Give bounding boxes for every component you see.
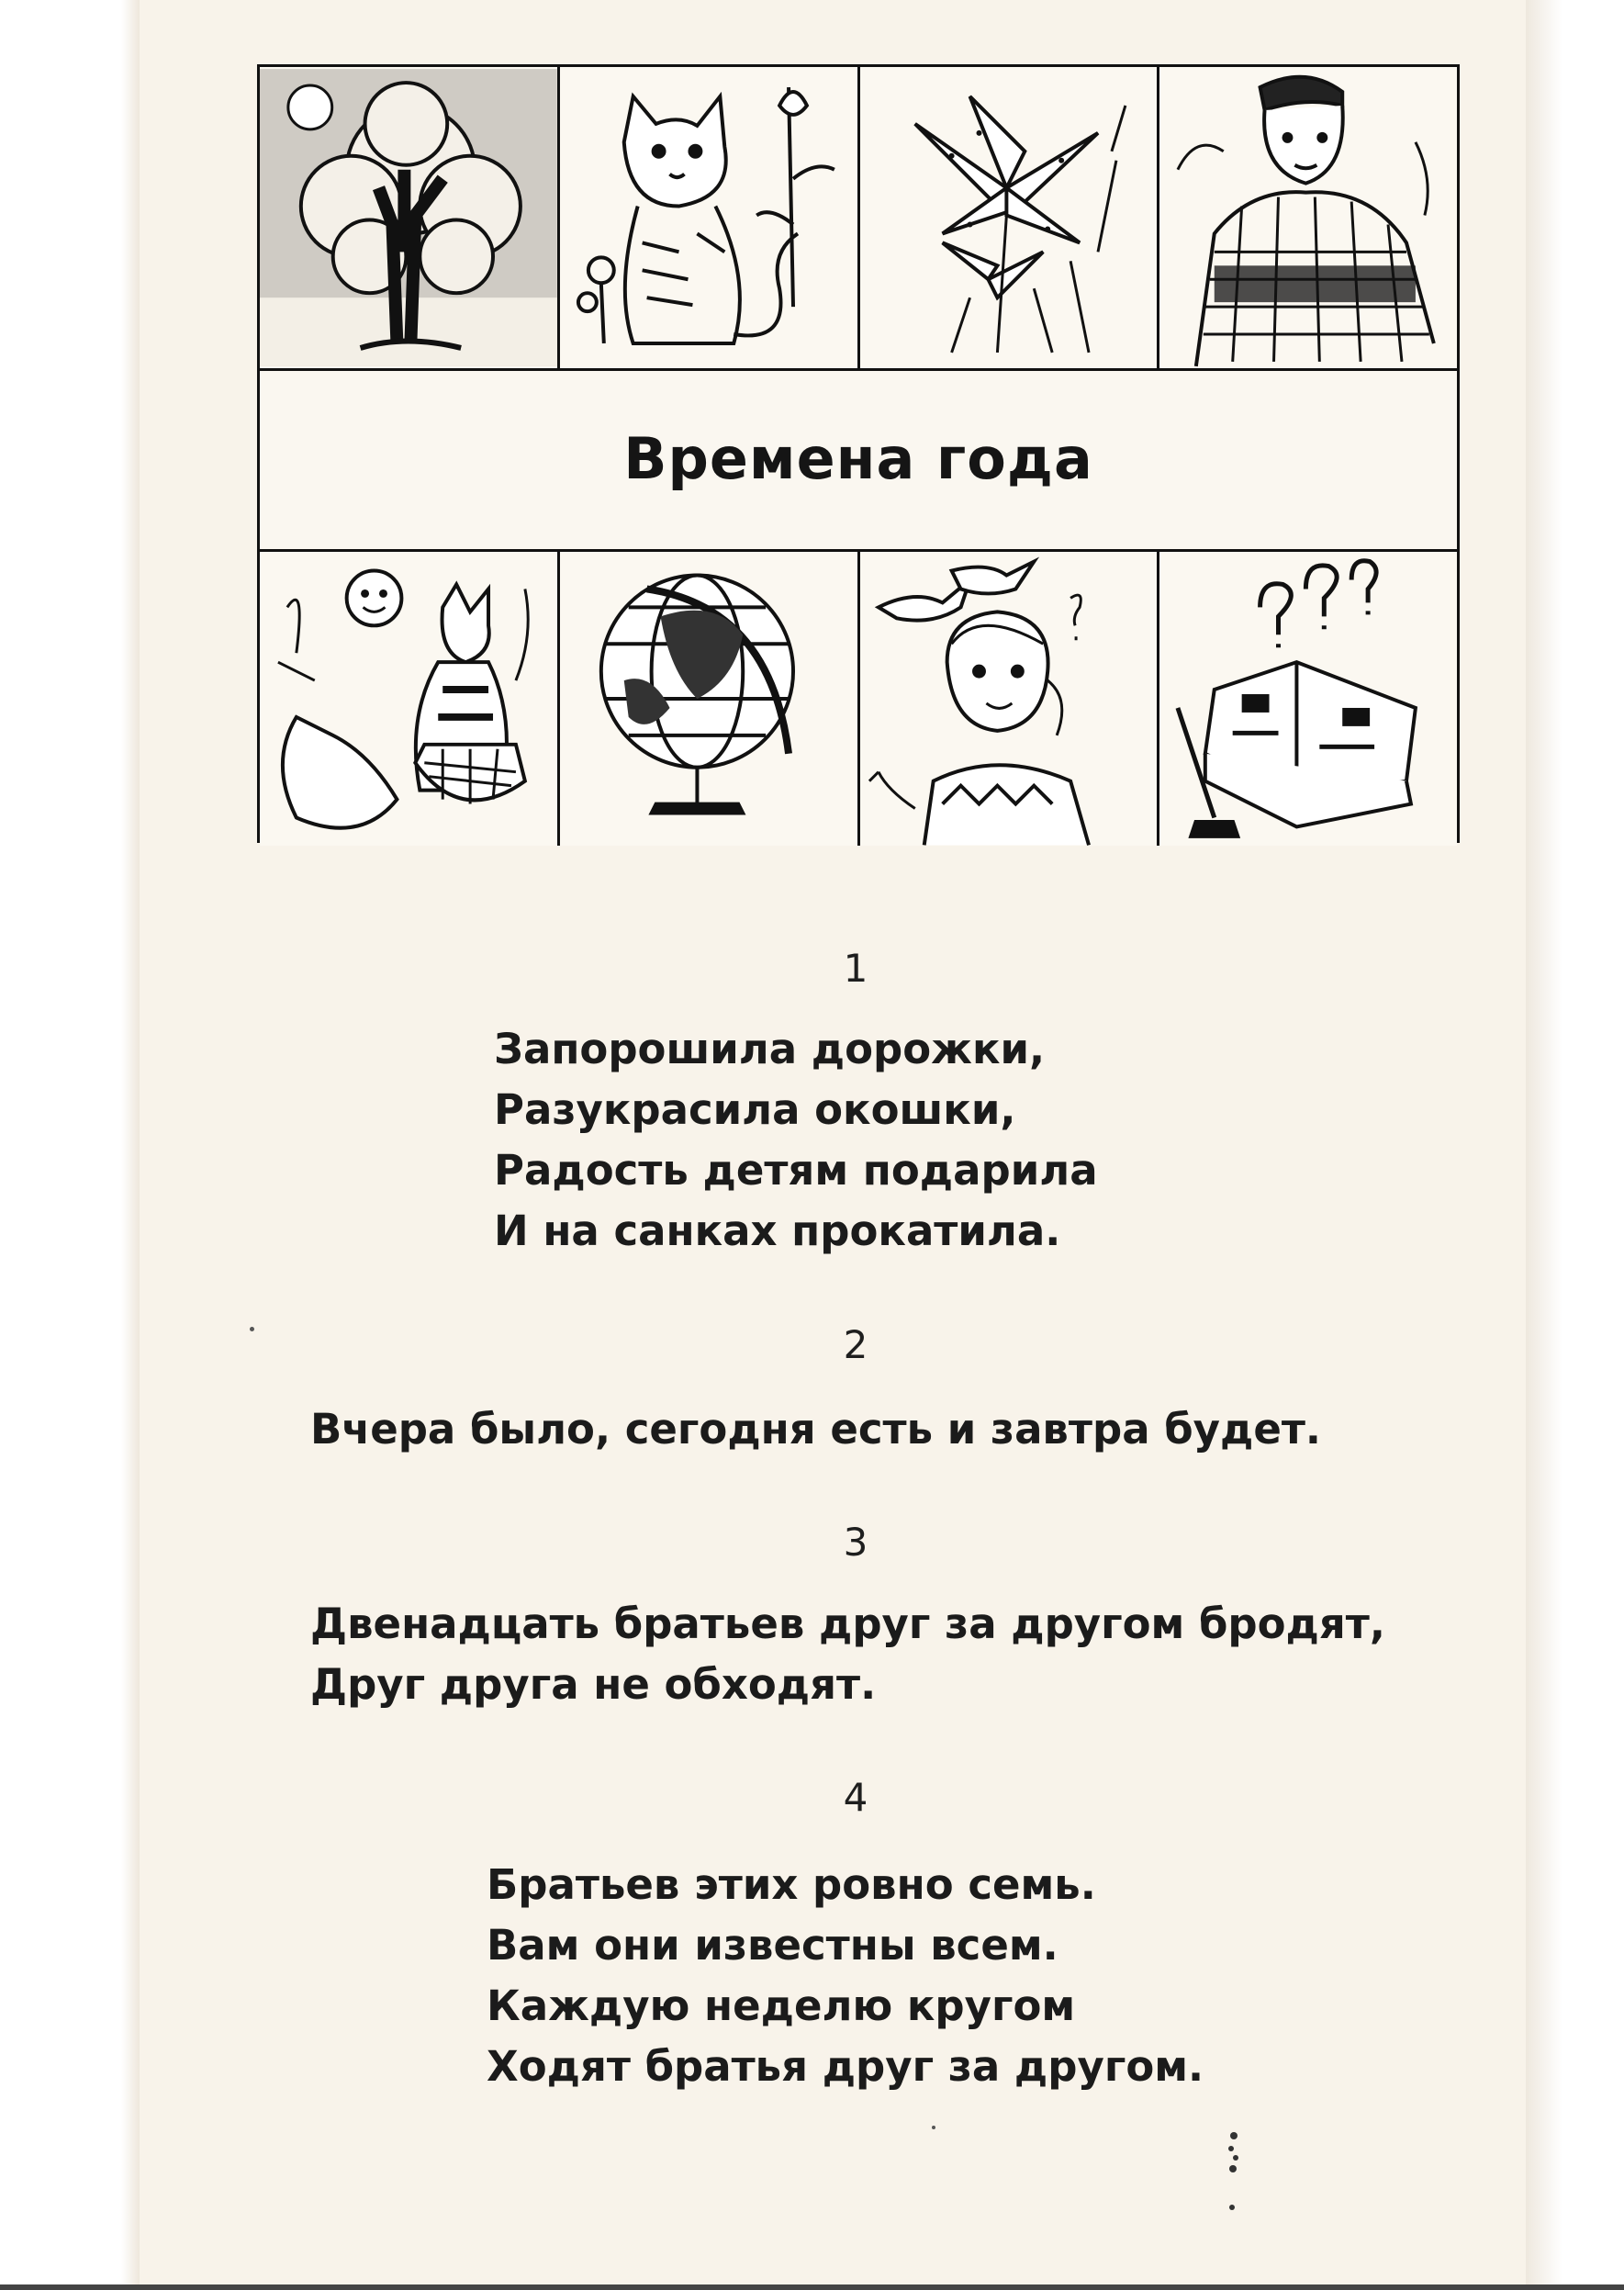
verse-line: Ходят братья друг за другом. xyxy=(487,2042,1204,2091)
riddle-number: 3 xyxy=(843,1520,868,1565)
verse-line: Каждую неделю кругом xyxy=(487,1981,1076,2030)
cat-icon xyxy=(560,67,857,368)
verse-line: И на санках прокатила. xyxy=(494,1207,1061,1255)
banner-bottom-row xyxy=(260,549,1457,846)
riddle-number: 4 xyxy=(843,1775,868,1820)
page-edge-shadow xyxy=(121,0,140,2290)
verse-line: Друг друга не обходят. xyxy=(310,1660,877,1709)
verse-line: Запорошила дорожки, xyxy=(494,1025,1046,1073)
lily-icon xyxy=(860,67,1158,368)
verse-line: Вчера было, сегодня есть и завтра будет. xyxy=(310,1405,1322,1454)
tree-icon xyxy=(260,67,557,368)
verse-line: Братьев этих ровно семь. xyxy=(487,1860,1096,1909)
book-pen-questions-picture xyxy=(1159,552,1457,846)
verse-line: Радость детям подарила xyxy=(494,1146,1098,1195)
riddle-number: 2 xyxy=(843,1322,868,1367)
riddle-verse xyxy=(310,1399,1321,1460)
boy-icon xyxy=(860,552,1158,846)
page-mark-icon xyxy=(1225,2128,1243,2211)
scan-speck xyxy=(932,2126,935,2129)
riddle-verse xyxy=(487,1855,1204,2097)
banner-title: Времена года xyxy=(623,425,1093,492)
globe-picture xyxy=(560,552,860,846)
book-icon xyxy=(1159,552,1457,846)
riddle-number: 1 xyxy=(843,946,868,991)
cat-flowers-picture xyxy=(560,67,860,368)
header-banner xyxy=(257,64,1460,843)
scan-border xyxy=(0,2284,1624,2290)
verse-line: Двенадцать братьев друг за другом бродят, xyxy=(310,1600,1385,1648)
boy-geese-picture xyxy=(860,552,1160,846)
fox-icon xyxy=(260,552,557,846)
fox-basket-picture xyxy=(260,552,560,846)
banner-top-row xyxy=(260,67,1457,371)
verse-line: Разукрасила окошки, xyxy=(494,1085,1016,1134)
tree-sun-picture xyxy=(260,67,560,368)
riddle-verse xyxy=(310,1594,1385,1715)
lily-picture xyxy=(860,67,1160,368)
globe-icon xyxy=(560,552,857,846)
man-sweater-picture xyxy=(1159,67,1457,368)
page-edge-shadow xyxy=(1526,0,1562,2290)
verse-line: Вам они известны всем. xyxy=(487,1921,1058,1970)
riddle-verse xyxy=(494,1019,1098,1262)
scan-speck xyxy=(250,1327,254,1331)
man-icon xyxy=(1159,67,1457,368)
